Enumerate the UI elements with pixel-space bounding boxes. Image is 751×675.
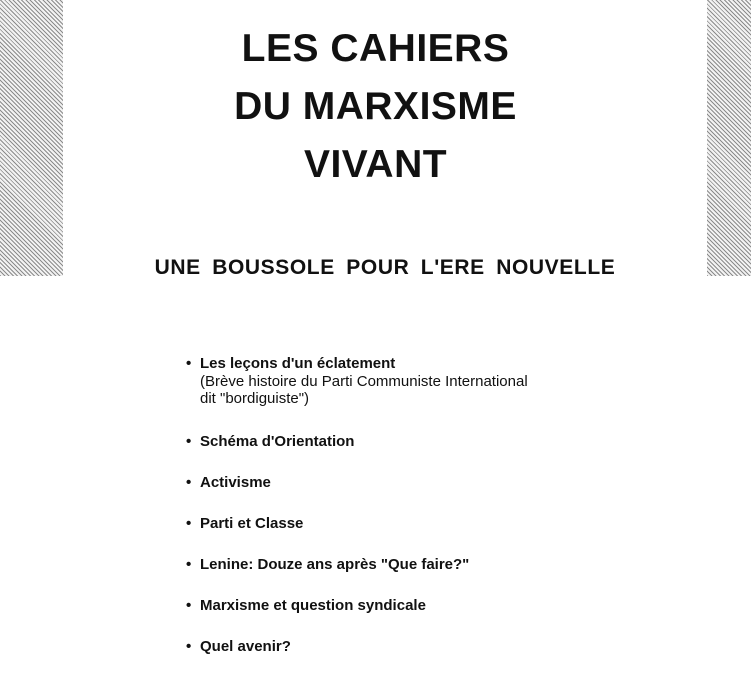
title-line-3: VIVANT (303, 143, 448, 186)
page-subtitle: UNE BOUSSOLE POUR L'ERE NOUVELLE (154, 256, 616, 279)
page-title (0, 20, 751, 194)
toc-item-activisme (186, 473, 686, 492)
toc-item-title: Les leçons d'un éclatement (200, 355, 396, 372)
bullet-icon: • (186, 433, 192, 450)
toc-item-title: Parti et Classe (200, 515, 304, 532)
bullet-icon: • (186, 638, 192, 655)
toc-item-avenir (186, 637, 686, 656)
table-of-contents (186, 354, 686, 656)
toc-item-syndicale (186, 596, 686, 615)
bullet-icon: • (186, 355, 192, 372)
toc-item-lecons (186, 354, 686, 407)
toc-item-parti-classe (186, 514, 686, 533)
title-line-2: DU MARXISME (234, 85, 517, 128)
toc-item-title: Marxisme et question syndicale (200, 597, 426, 614)
toc-item-title: Schéma d'Orientation (200, 433, 355, 450)
toc-item-note-line-2: dit "bordiguiste") (200, 390, 310, 407)
toc-item-note-line-1: (Brève histoire du Parti Communiste International (200, 373, 528, 390)
toc-item-title: Lenine: Douze ans après "Que faire?" (200, 556, 470, 573)
toc-item-title: Quel avenir? (200, 638, 291, 655)
title-line-1: LES CAHIERS (241, 27, 510, 70)
toc-item-schema (186, 432, 686, 451)
bullet-icon: • (186, 556, 192, 573)
bullet-icon: • (186, 515, 192, 532)
bullet-icon: • (186, 474, 192, 491)
toc-item-title: Activisme (200, 474, 271, 491)
toc-item-lenine (186, 555, 686, 574)
bullet-icon: • (186, 597, 192, 614)
